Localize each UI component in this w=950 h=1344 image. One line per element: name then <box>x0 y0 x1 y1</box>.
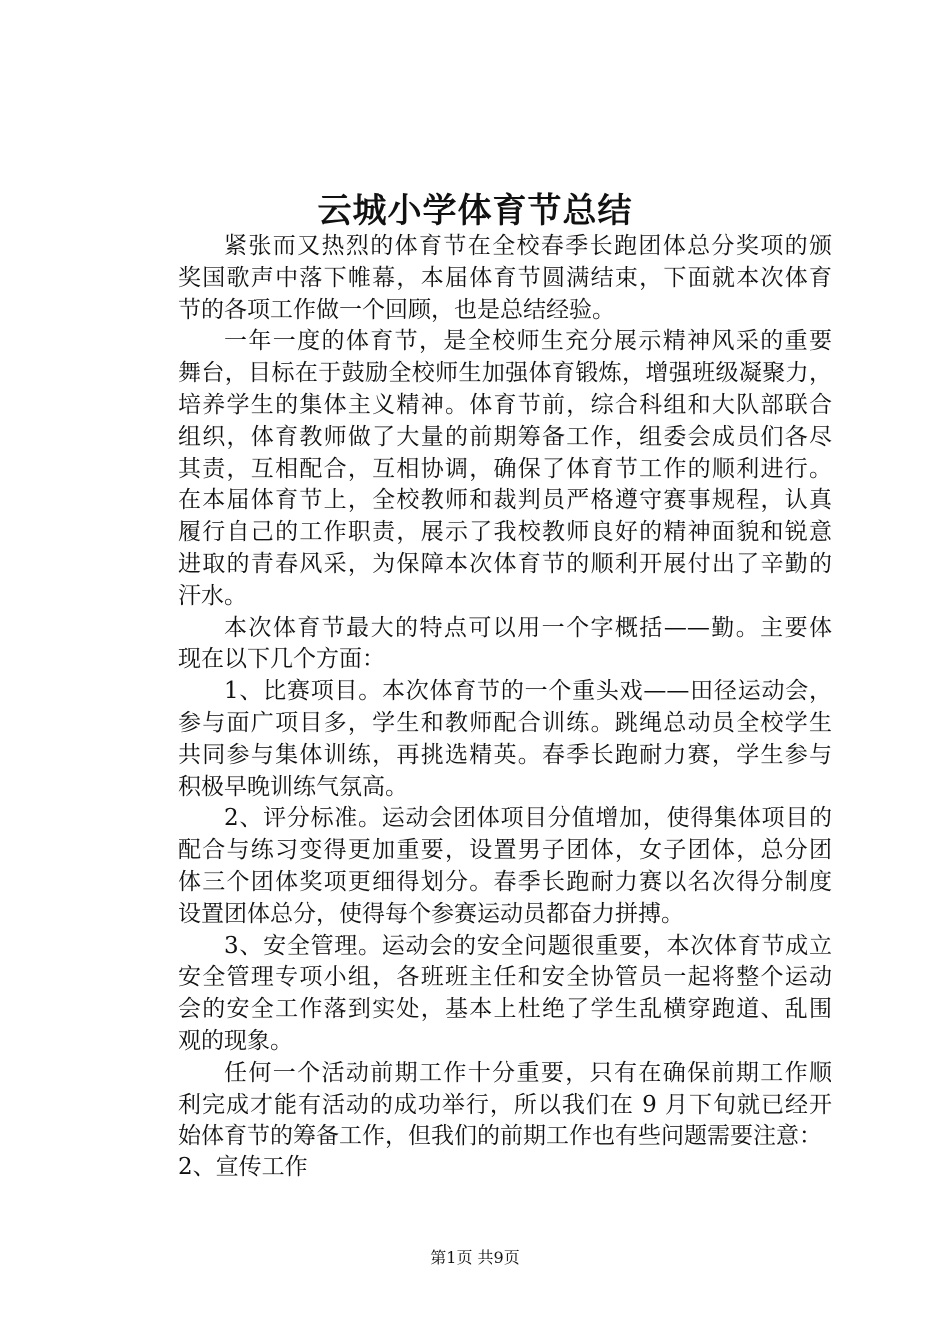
text-line: 积极早晚训练气氛高。 <box>178 773 408 800</box>
text-line: 本次体育节最大的特点可以用一个字概括——勤。主要体 <box>224 614 832 641</box>
text-line: 2、评分标准。运动会团体项目分值增加，使得集体项目的 <box>224 805 832 832</box>
text-line: 培养学生的集体主义精神。体育节前，综合科组和大队部联合 <box>178 391 832 418</box>
text-line: 其责，互相配合，互相协调，确保了体育节工作的顺利进行。 <box>178 455 832 482</box>
text-line: 任何一个活动前期工作十分重要，只有在确保前期工作顺 <box>224 1059 832 1086</box>
text-line: 配合与练习变得更加重要，设置男子团体，女子团体，总分团 <box>178 837 832 864</box>
text-line: 利完成才能有活动的成功举行，所以我们在 9 月下旬就已经开 <box>178 1091 832 1118</box>
text-line: 安全管理专项小组，各班班主任和安全协管员一起将整个运动 <box>178 964 832 991</box>
text-line: 观的现象。 <box>178 1027 293 1054</box>
text-line: 现在以下几个方面： <box>178 646 385 673</box>
text-line: 一年一度的体育节，是全校师生充分展示精神风采的重要 <box>224 328 832 355</box>
paragraph <box>132 326 832 612</box>
text-line: 履行自己的工作职责，展示了我校教师良好的精神面貌和锐意 <box>178 519 832 546</box>
section-subheading: 2、宣传工作 <box>178 1154 308 1180</box>
text-line: 设置团体总分，使得每个参赛运动员都奋力拼搏。 <box>178 900 684 927</box>
text-line: 在本届体育节上，全校教师和裁判员严格遵守赛事规程，认真 <box>178 487 832 514</box>
text-line: 始体育节的筹备工作，但我们的前期工作也有些问题需要注意： <box>178 1123 822 1150</box>
paragraph <box>132 613 832 677</box>
page-footer: 第1页 共9页 <box>430 1248 520 1267</box>
text-line: 3、安全管理。运动会的安全问题很重要，本次体育节成立 <box>224 932 832 959</box>
text-line: 汗水。 <box>178 582 247 609</box>
document-title: 云城小学体育节总结 <box>317 191 633 231</box>
text-line: 奖国歌声中落下帷幕，本届体育节圆满结束，下面就本次体育 <box>178 264 832 291</box>
paragraph <box>132 1058 832 1153</box>
text-line: 节的各项工作做一个回顾，也是总结经验。 <box>178 296 615 323</box>
text-line: 参与面广项目多，学生和教师配合训练。跳绳总动员全校学生 <box>178 709 832 736</box>
paragraph <box>132 803 832 930</box>
paragraph <box>132 231 832 326</box>
paragraph <box>132 931 832 1058</box>
text-line: 紧张而又热烈的体育节在全校春季长跑团体总分奖项的颁 <box>224 233 832 259</box>
text-line: 1、比赛项目。本次体育节的一个重头戏——田径运动会， <box>224 678 832 705</box>
paragraph <box>132 676 832 803</box>
text-line: 会的安全工作落到实处，基本上杜绝了学生乱横穿跑道、乱围 <box>178 996 832 1023</box>
text-line: 进取的青春风采，为保障本次体育节的顺利开展付出了辛勤的 <box>178 550 832 577</box>
text-line: 组织，体育教师做了大量的前期筹备工作，组委会成员们各尽 <box>178 423 832 450</box>
document-body <box>132 231 832 1153</box>
text-line: 舞台，目标在于鼓励全校师生加强体育锻炼，增强班级凝聚力， <box>178 360 832 387</box>
text-line: 共同参与集体训练，再挑选精英。春季长跑耐力赛，学生参与 <box>178 741 832 768</box>
text-line: 体三个团体奖项更细得划分。春季长跑耐力赛以名次得分制度 <box>178 868 832 895</box>
